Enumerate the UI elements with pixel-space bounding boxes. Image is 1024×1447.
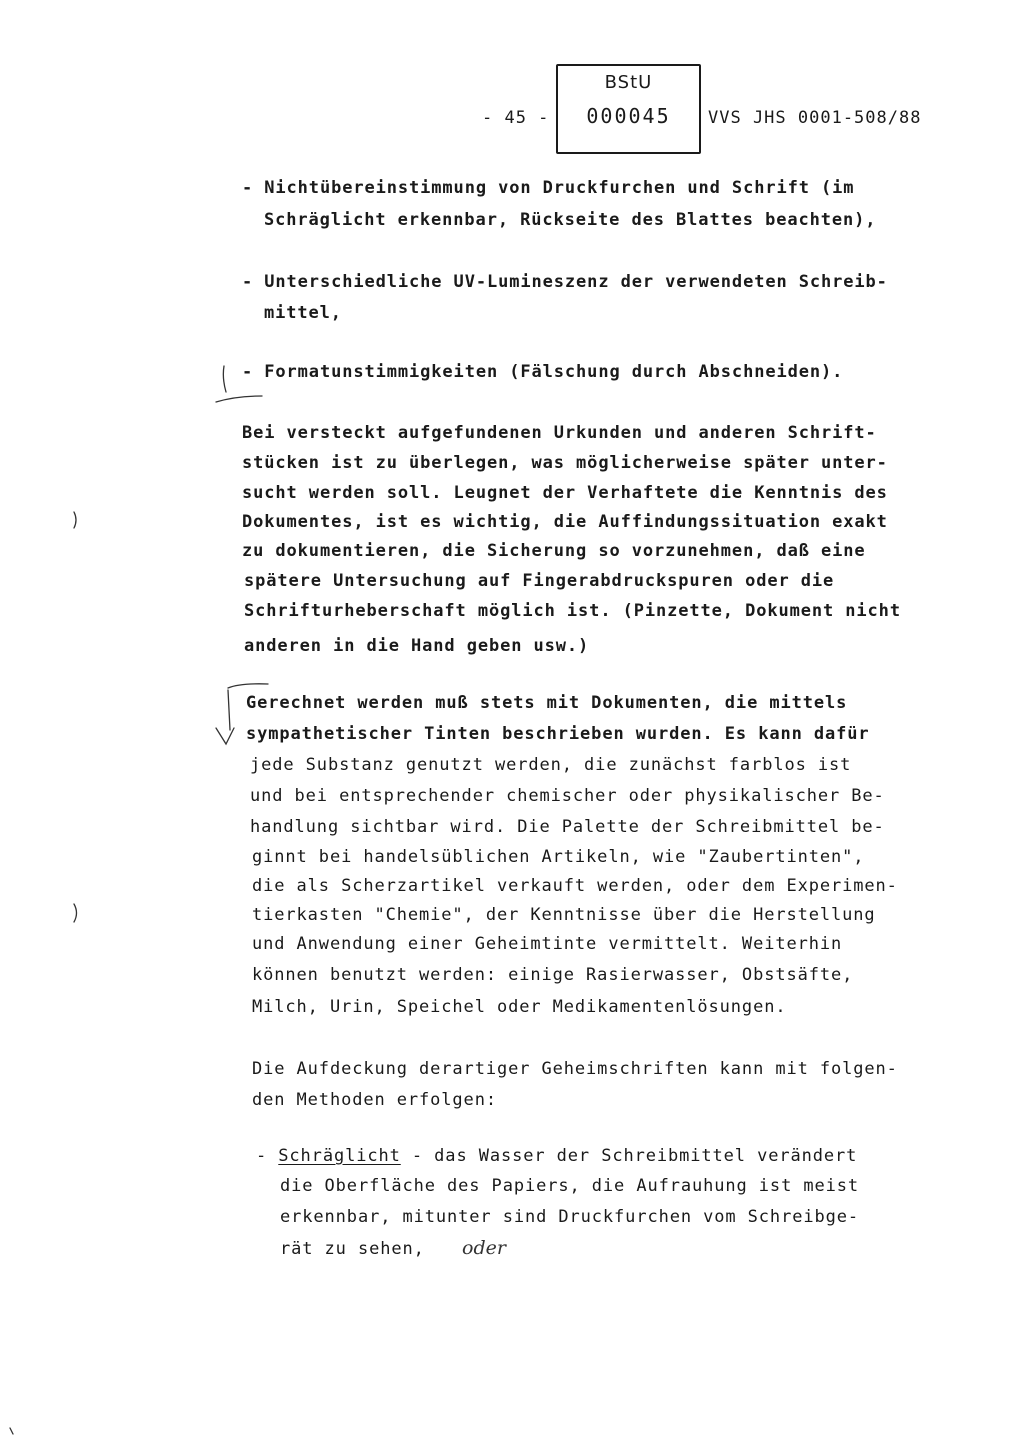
paragraph-line: die als Scherzartikel verkauft werden, oder dem Experimen- [252, 876, 898, 896]
paragraph-line: sucht werden soll. Leugnet der Verhaftete die Kenntnis des [242, 483, 888, 503]
paragraph-line: zu dokumentieren, die Sicherung so vorzunehmen, daß eine [242, 541, 866, 561]
paragraph-line: sympathetischer Tinten beschrieben wurden. Es kann dafür [246, 724, 870, 744]
paragraph-line: spätere Untersuchung auf Fingerabdruckspuren oder die [244, 571, 835, 591]
paragraph-line: Gerechnet werden muß stets mit Dokumenten, die mittels [246, 693, 848, 713]
paragraph-line: ginnt bei handelsüblichen Artikeln, wie "Zaubertinten", [252, 847, 865, 867]
stamp-label: BStU [604, 72, 653, 93]
paragraph-line: handlung sichtbar wird. Die Palette der Schreibmittel be- [250, 817, 885, 837]
method-dash: - [256, 1146, 279, 1166]
handwritten-note: oder [462, 1237, 506, 1259]
bullet-line: - Unterschiedliche UV-Lumineszenz der verwendeten Schreib- [242, 272, 888, 292]
bullet-line: mittel, [264, 303, 342, 323]
paragraph-line: Milch, Urin, Speichel oder Medikamentenlösungen. [252, 997, 787, 1017]
paragraph-line: tierkasten "Chemie", der Kenntnisse über die Herstellung [252, 905, 876, 925]
paragraph-line: Schrifturheberschaft möglich ist. (Pinzette, Dokument nicht [244, 601, 901, 621]
bullet-line: - Formatunstimmigkeiten (Fälschung durch Abschneiden). [242, 362, 844, 382]
paragraph-line: stücken ist zu überlegen, was möglicherweise später unter- [242, 453, 888, 473]
method-description: - das Wasser der Schreibmittel verändert [400, 1146, 858, 1166]
bullet-line: Schräglicht erkennbar, Rückseite des Blattes beachten), [264, 210, 877, 230]
paragraph-line: und bei entsprechender chemischer oder physikalischer Be- [250, 786, 885, 806]
paragraph-line: jede Substanz genutzt werden, die zunächst farblos ist [250, 755, 852, 775]
document-reference: VVS JHS 0001-508/88 [708, 108, 922, 128]
method-term: Schräglicht [278, 1146, 401, 1166]
paragraph-line: Die Aufdeckung derartiger Geheimschriften kann mit folgen- [252, 1059, 898, 1079]
paragraph-line: den Methoden erfolgen: [252, 1090, 497, 1110]
paragraph-line: Dokumentes, ist es wichtig, die Auffindungssituation exakt [242, 512, 888, 532]
paragraph-line: können benutzt werden: einige Rasierwasser, Obstsäfte, [252, 965, 854, 985]
page-marker: - 45 - [482, 108, 550, 128]
paragraph-line: und Anwendung einer Geheimtinte vermittelt. Weiterhin [252, 934, 843, 954]
method-line: rät zu sehen, [280, 1239, 425, 1259]
stamp-number: 000045 [586, 104, 671, 128]
method-line: erkennbar, mitunter sind Druckfurchen vom Schreibge- [280, 1207, 860, 1227]
paragraph-line: Bei versteckt aufgefundenen Urkunden und anderen Schrift- [242, 423, 877, 443]
paragraph-line: anderen in die Hand geben usw.) [244, 636, 590, 656]
method-line: die Oberfläche des Papiers, die Aufrauhung ist meist [280, 1176, 860, 1196]
bullet-line: - Nichtübereinstimmung von Druckfurchen und Schrift (im [242, 178, 855, 198]
